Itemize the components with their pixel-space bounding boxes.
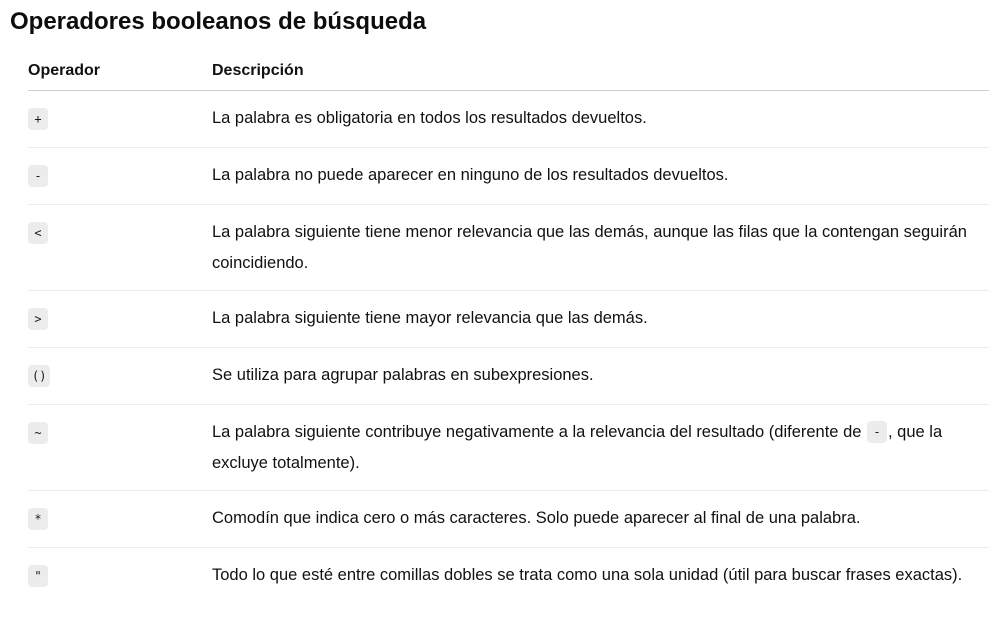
header-description: Descripción: [212, 62, 304, 79]
inline-code: -: [867, 421, 887, 443]
table-row: [28, 405, 989, 491]
operator-code: (): [28, 365, 50, 387]
operator-code: ": [28, 565, 48, 587]
operator-code: <: [28, 222, 48, 244]
operator-description: La palabra siguiente tiene menor relevancia que las demás, aunque las filas que la contengan seguirán coincidiendo.: [212, 223, 967, 272]
table-row: [28, 348, 989, 405]
operator-code: ~: [28, 422, 48, 444]
operator-code: >: [28, 308, 48, 330]
header-operator: Operador: [28, 62, 101, 79]
table-row: [28, 291, 989, 348]
operator-code: -: [28, 165, 48, 187]
table-row: [28, 205, 989, 291]
description-text: , que la excluye totalmente).: [212, 423, 943, 472]
operator-description: [212, 417, 989, 479]
table-row: [28, 491, 989, 548]
operator-description: Todo lo que esté entre comillas dobles se trata como una sola unidad (útil para buscar frases exactas).: [212, 566, 963, 584]
operator-description: Se utiliza para agrupar palabras en subexpresiones.: [212, 366, 594, 384]
section-title: Operadores booleanos de búsqueda: [10, 8, 427, 35]
operator-code: *: [28, 508, 48, 530]
table-row: [28, 148, 989, 205]
table-header: [28, 52, 989, 91]
description-text: La palabra siguiente contribuye negativamente a la relevancia del resultado (diferente de: [212, 423, 862, 441]
operator-description: La palabra siguiente tiene mayor relevancia que las demás.: [212, 309, 648, 327]
operator-description: La palabra es obligatoria en todos los resultados devueltos.: [212, 109, 647, 127]
operator-description: La palabra no puede aparecer en ninguno de los resultados devueltos.: [212, 166, 729, 184]
table-row: [28, 548, 989, 634]
operator-description: Comodín que indica cero o más caracteres. Solo puede aparecer al final de una palabra.: [212, 509, 861, 527]
operator-code: +: [28, 108, 48, 130]
operators-table: [28, 52, 989, 634]
table-row: [28, 91, 989, 148]
